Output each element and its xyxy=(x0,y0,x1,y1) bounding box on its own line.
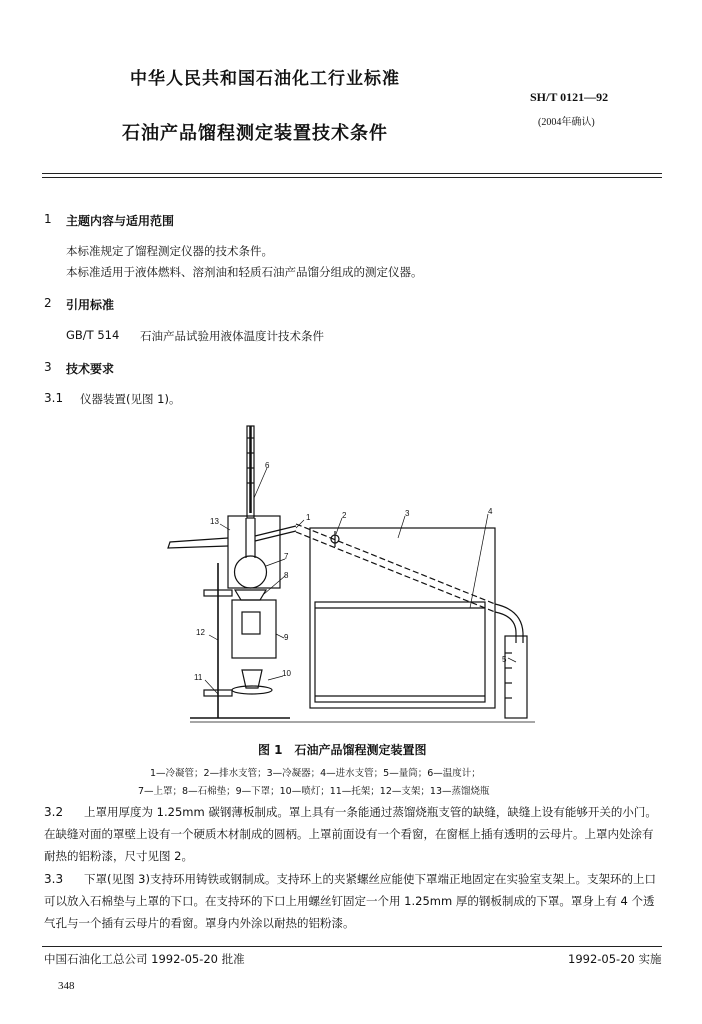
fig-label-12: 12 xyxy=(196,628,205,637)
section-2-number: 2 xyxy=(44,296,52,310)
condenser-tube xyxy=(296,524,495,604)
condenser-bath xyxy=(310,528,495,708)
condenser-outlet xyxy=(495,604,523,643)
section-3-3-number: 3.3 xyxy=(44,872,64,886)
page-number: 348 xyxy=(58,980,75,992)
fig-label-9: 9 xyxy=(284,633,289,642)
standard-code: SH/T 0121—92 xyxy=(530,90,609,104)
section-2-heading: 引用标准 xyxy=(66,298,115,312)
section-3-1-text: 仪器装置(见图 1)。 xyxy=(80,392,181,406)
figure-legend-line1: 1—冷凝管；2—排水支管；3—冷凝器；4—进水支管；5—量筒；6—温度计； xyxy=(150,768,481,779)
section-1-para2: 本标准适用于液体燃料、溶剂油和轻质石油产品馏分组成的测定仪器。 xyxy=(66,265,423,279)
fig-label-6: 6 xyxy=(265,461,270,470)
implementation-note: 1992-05-20 实施 xyxy=(568,952,662,966)
reference-code: GB/T 514 xyxy=(66,328,120,342)
fig-label-4: 4 xyxy=(488,507,493,516)
reference-title: 石油产品试验用液体温度计技术条件 xyxy=(140,329,324,343)
graduated-cylinder xyxy=(505,636,527,718)
footer-rule xyxy=(42,946,662,947)
fig-label-7: 7 xyxy=(284,552,289,561)
asbestos-pad xyxy=(235,590,266,600)
header-rule-bottom xyxy=(42,177,662,178)
fig-label-5: 5 xyxy=(502,655,507,664)
section-1-number: 1 xyxy=(44,212,52,226)
section-1-heading: 主题内容与适用范围 xyxy=(66,214,175,228)
fig-label-11: 11 xyxy=(194,673,203,682)
confirmation-note: (2004年确认) xyxy=(538,117,595,128)
section-3-heading: 技术要求 xyxy=(66,362,115,376)
shield-handle xyxy=(168,538,228,548)
fig-label-3: 3 xyxy=(405,509,410,518)
lower-shield xyxy=(232,600,276,658)
section-3-2-number: 3.2 xyxy=(44,805,64,819)
section-1-para1: 本标准规定了馏程测定仪器的技术条件。 xyxy=(66,244,273,258)
fig-label-10: 10 xyxy=(282,669,291,678)
section-3-1-number: 3.1 xyxy=(44,391,64,405)
header-rule-top xyxy=(42,173,662,174)
approval-note: 中国石油化工总公司 1992-05-20 批准 xyxy=(44,952,245,966)
burner xyxy=(242,670,262,688)
support-frame xyxy=(315,602,485,702)
section-3-2-text: 上罩用厚度为 1.25mm 碳钢薄板制成。罩上具有一条能通过蒸馏烧瓶支管的缺缝，缺缝上设有能够开关的小门。在缺缝对面的罩壁上设有一个硬质木材制成的圆柄。上罩前面设有一个看窗，在窗框上插有透明的云母片。上罩内处涂有耐热的铝粉漆，尺寸见图 2。 xyxy=(44,805,657,863)
document-title: 石油产品馏程测定装置技术条件 xyxy=(122,123,388,144)
distillation-flask xyxy=(235,556,267,588)
fig-label-2: 2 xyxy=(342,511,347,520)
fig-label-8: 8 xyxy=(284,571,289,580)
section-3-3-text: 下罩(见图 3)支持环用铸铁或钢制成。支持环上的夹紧螺丝应能使下罩端正地固定在实验室支架上。支架环的上口可以放入石棉垫与上罩的下口。在支持环的下口上用螺丝钉固定一个用 1.25mm 厚的钢板制成的下罩。罩身上有 4 个透气孔与一个插有云母片的看窗。罩身内外涂以耐热的铝粉漆。 xyxy=(44,872,656,930)
organization-title: 中华人民共和国石油化工行业标准 xyxy=(130,69,400,89)
figure-caption: 图 1 石油产品馏程测定装置图 xyxy=(258,743,427,757)
fig-label-1: 1 xyxy=(306,513,311,522)
distillation-apparatus-figure xyxy=(150,418,550,728)
figure-legend-line2: 7—上罩；8—石棉垫；9—下罩；10—喷灯；11—托架；12—支架；13—蒸馏烧瓶 xyxy=(138,786,490,797)
section-3-number: 3 xyxy=(44,360,52,374)
fig-label-13: 13 xyxy=(210,517,219,526)
